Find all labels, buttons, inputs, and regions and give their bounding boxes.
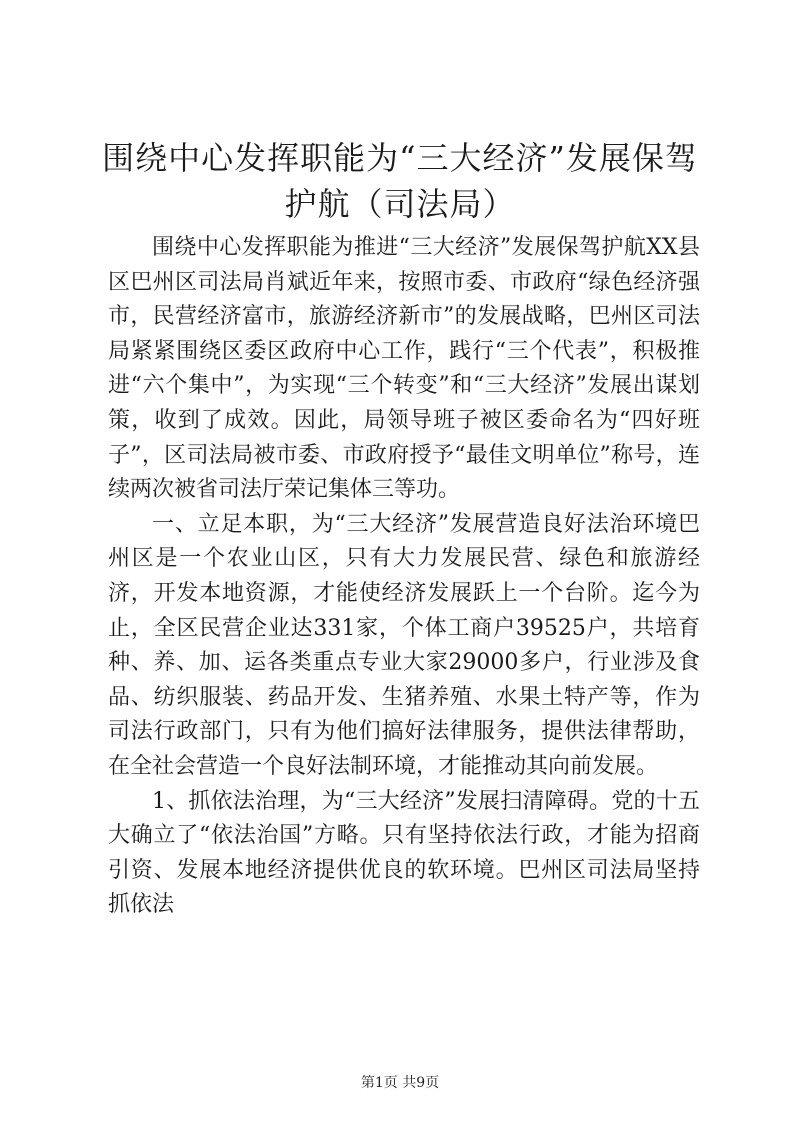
paragraph-intro: 围绕中心发挥职能为推进“三大经济”发展保驾护航XX县区巴州区司法局肖斌近年来，按照市委、市政府“绿色经济强市，民营经济富市，旅游经济新市”的发展战略，巴州区司法局紧紧围绕区委区政府中心工作，践行“三个代表”，积极推进“六个集中”，为实现“三个转变”和“三大经济”发展出谋划策，收到了成效。因此，局领导班子被区委命名为“四好班子”，区司法局被市委、市政府授予“最佳文明单位”称号，连续两次被省司法厅荣记集体三等功。 [108,235,700,503]
paragraph-item-one: 1、抓依法治理，为“三大经济”发展扫清障碍。党的十五大确立了“依法治国”方略。只有坚持依法行政，才能为招商引资、发展本地经济提供优良的软环境。巴州区司法局坚持抓依法 [108,788,700,918]
paragraph-section-one: 一、立足本职，为“三大经济”发展营造良好法治环境巴州区是一个农业山区，只有大力发展民营、绿色和旅游经济，开发本地资源，才能使经济发展跃上一个台阶。迄今为止，全区民营企业达331家，个体工商户39525户，共培育种、养、加、运各类重点专业大家29000多户，行业涉及食品、纺织服装、药品开发、生猪养殖、水果土特产等，作为司法行政部门，只有为他们搞好法律服务，提供法律帮助，在全社会营造一个良好法制环境，才能推动其向前发展。 [108,511,700,779]
document-body [108,231,700,923]
page-footer: 第1页 共9页 [360,1075,440,1091]
document-title: 围绕中心发挥职能为“三大经济”发展保驾护航（司法局） [102,139,698,223]
